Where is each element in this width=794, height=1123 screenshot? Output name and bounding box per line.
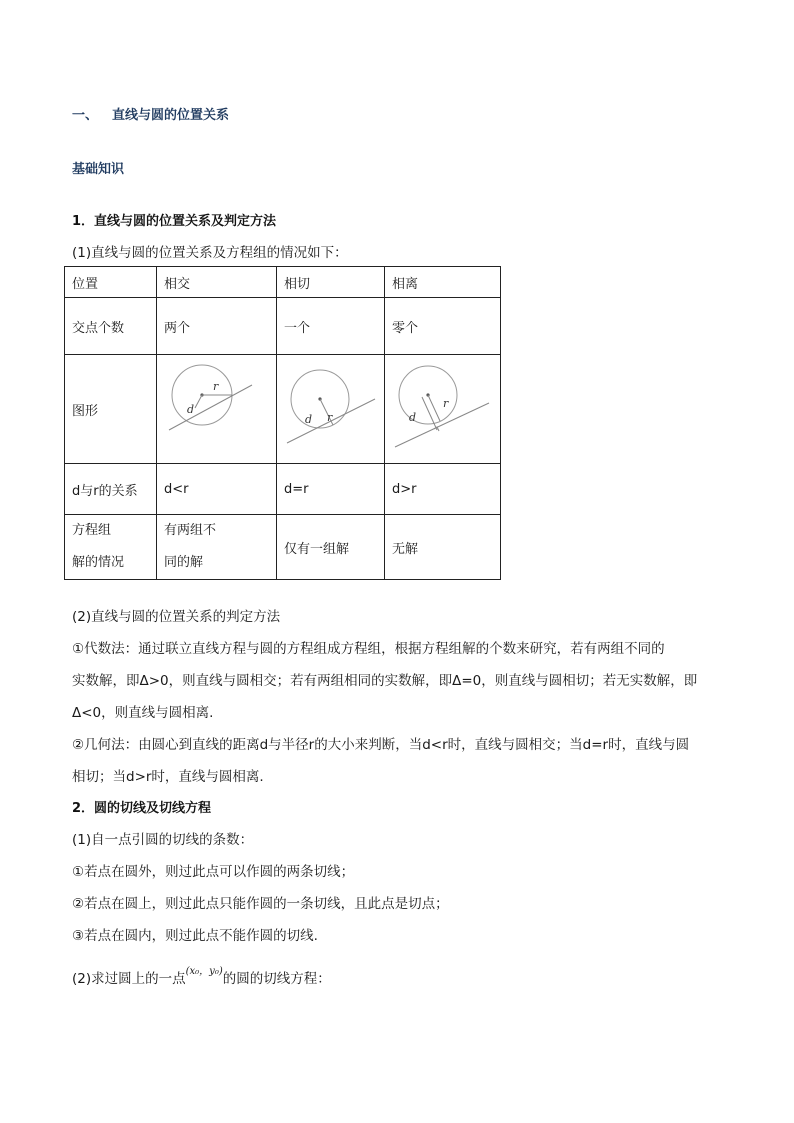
part2-title: 2．圆的切线及切线方程 [72, 801, 212, 816]
radius-label: r [443, 397, 449, 410]
table-cell: 零个 [385, 298, 501, 355]
table-cell [157, 515, 277, 580]
table-header-cell: 相切 [277, 267, 385, 298]
table-cell [65, 515, 157, 580]
position-table [64, 266, 501, 580]
section-title: 直线与圆的位置关系 [112, 108, 230, 123]
separate-diagram [385, 355, 500, 459]
figure-intersect [157, 355, 277, 464]
table-cell: d<r [157, 464, 277, 515]
table-cell: 一个 [277, 298, 385, 355]
figure-tangent [277, 355, 385, 464]
table-cell: 交点个数 [65, 298, 157, 355]
radius-line [428, 395, 440, 421]
point-coordinates: (x₀，y₀) [185, 966, 223, 977]
radius-label: r [327, 411, 333, 424]
geometry-line: 相切；当d>r时，直线与圆相离. [72, 769, 264, 785]
judge-title: (2)直线与圆的位置关系的判定方法 [72, 609, 281, 625]
section-number: 一、 [72, 108, 99, 123]
list-item: ②若点在圆上，则过此点只能作圆的一条切线，且此点是切点； [72, 896, 449, 912]
separate-line [395, 403, 489, 447]
distance-label: d [187, 403, 195, 416]
table-cell: d>r [385, 464, 501, 515]
part1-intro: (1)直线与圆的位置关系及方程组的情况如下： [72, 245, 348, 261]
list-item: ③若点在圆内，则过此点不能作圆的切线. [72, 928, 318, 944]
cell-line: 方程组 [72, 523, 112, 538]
table-header-cell: 相离 [385, 267, 501, 298]
distance-label: d [305, 413, 313, 426]
table-cell: 图形 [65, 355, 157, 464]
table-header-cell: 位置 [65, 267, 157, 298]
part2-intro: (1)自一点引圆的切线的条数： [72, 832, 254, 848]
distance-line [195, 395, 202, 408]
table-cell: 仅有一组解 [277, 515, 385, 580]
table-row [65, 515, 501, 580]
table-row [65, 355, 501, 464]
table-cell: d与r的关系 [65, 464, 157, 515]
table-row [65, 464, 501, 515]
question-2 [72, 962, 331, 987]
distance-line [422, 397, 437, 430]
question-text: 的圆的切线方程： [222, 971, 331, 987]
table-row [65, 298, 501, 355]
tangent-diagram [277, 355, 384, 459]
cell-line: 解的情况 [72, 555, 125, 570]
part1-title: 1．直线与圆的位置关系及判定方法 [72, 214, 277, 229]
distance-label: d [409, 411, 417, 424]
list-item: ①若点在圆外，则过此点可以作圆的两条切线； [72, 864, 355, 880]
figure-separate [385, 355, 501, 464]
table-cell: 两个 [157, 298, 277, 355]
algebra-line: Δ<0，则直线与圆相离. [72, 705, 214, 721]
geometry-line: ②几何法：由圆心到直线的距离d与半径r的大小来判断，当d<r时，直线与圆相交；当d=r时，直线与圆 [72, 737, 690, 753]
table-cell: d=r [277, 464, 385, 515]
radius-label: r [213, 380, 219, 393]
cell-line: 有两组不 [164, 523, 217, 538]
table-header-cell: 相交 [157, 267, 277, 298]
subheading: 基础知识 [72, 162, 125, 177]
table-header-row [65, 267, 501, 298]
intersect-diagram [157, 355, 276, 459]
cell-line: 同的解 [164, 555, 204, 570]
question-text: (2)求过圆上的一点 [72, 971, 186, 987]
table-cell: 无解 [385, 515, 501, 580]
algebra-line: ①代数法：通过联立直线方程与圆的方程组成方程组，根据方程组解的个数来研究，若有两组不同的 [72, 641, 665, 657]
algebra-line: 实数解，即Δ>0，则直线与圆相交；若有两组相同的实数解，即Δ=0，则直线与圆相切；若无实数解，即 [72, 673, 698, 689]
section-heading [72, 104, 229, 123]
